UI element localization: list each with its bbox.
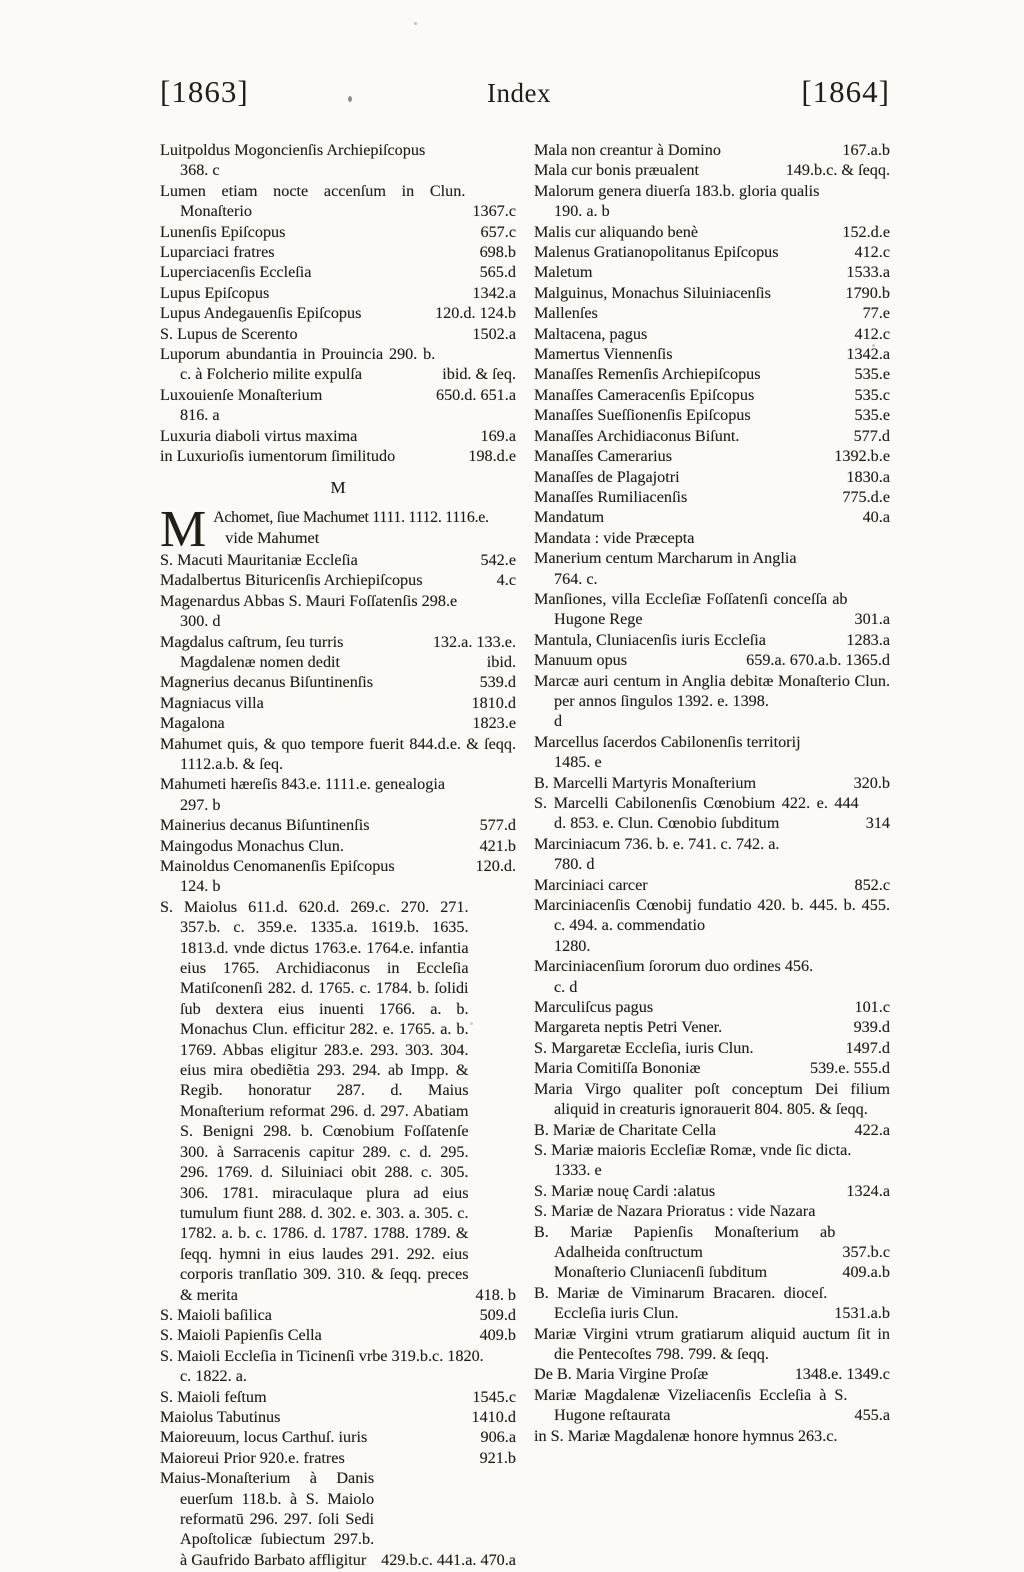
entry-ref: 906.a <box>480 1428 516 1447</box>
index-entry <box>160 652 516 672</box>
entry-text: Maria Comitiſſa Bononiæ <box>534 1059 701 1078</box>
index-entry <box>534 426 890 446</box>
index-entry <box>534 181 890 201</box>
entry-text: Luparciaci fratres <box>160 243 275 262</box>
entry-ref: 320.b <box>853 773 890 792</box>
entry-ref: 455.a <box>854 1406 890 1425</box>
index-entry <box>534 467 890 487</box>
entry-continuation: 1333. e <box>554 1161 602 1180</box>
entry-ref: 422.a <box>854 1120 890 1139</box>
index-entry <box>160 1468 516 1570</box>
entry-text: Marcellus ſacerdos Cabilonenſis territorij <box>534 732 801 751</box>
entry-text: Marcæ auri centum in Anglia debitæ Monaſterio Clun. per annos ſingulos 1392. e. 1398. <box>534 671 890 710</box>
entry-ref: 1410.d <box>471 1407 516 1426</box>
entry-text: Maius-Monaſterium à Danis euerſum 118.b. à S. Maiolo reformatū 296. 297. ſoli Sedi Apoſtolicæ ſubiectum 297.b. à Gaufrido Barbato affligitur <box>160 1469 375 1569</box>
entry-ref: 650.d. 651.a <box>435 385 516 404</box>
entry-continuation: 297. b <box>180 795 221 814</box>
entry-text: Lupus Andegauenſis Epiſcopus <box>160 304 362 323</box>
entry-text: S. Maioli Eccleſia in Ticinenſi vrbe 319.b.c. 1820. <box>160 1346 484 1365</box>
entry-text: Luperciacenſis Eccleſia <box>160 263 312 282</box>
entry-ref: ibid. <box>486 652 516 671</box>
index-entry <box>534 487 890 507</box>
page-title: Index <box>487 78 551 108</box>
entry-ref: 698.b <box>479 243 516 262</box>
index-entry <box>534 242 890 262</box>
entry-text: Magalona <box>160 714 225 733</box>
entry-text: S. Lupus de Scerento <box>160 324 298 343</box>
entry-ref: 1823.e <box>472 714 516 733</box>
entry-ref: 1531.a.b <box>834 1304 890 1323</box>
entry-text: Magdalenæ nomen dedit <box>180 652 341 671</box>
entry-ref: 132.a. 133.e. <box>432 632 516 651</box>
entry-ref: 535.c <box>854 385 890 404</box>
index-entry <box>534 1262 890 1282</box>
entry-text: De B. Maria Virgine Proſæ <box>534 1365 709 1384</box>
entry-ref: 939.d <box>853 1018 890 1037</box>
index-entry <box>534 324 890 344</box>
entry-text: S. Maioli feſtum <box>160 1387 267 1406</box>
index-entry <box>534 1038 890 1058</box>
entry-text: in S. Mariæ Magdalenæ honore hymnus 263.c. <box>534 1426 838 1445</box>
entry-text: Magniacus villa <box>160 693 264 712</box>
entry-text: Maltacena, pagus <box>534 324 648 343</box>
entry-ref: 409.a.b <box>842 1263 890 1282</box>
entry-text: Lupus Epiſcopus <box>160 283 270 302</box>
entry-text: Manaſſes Archidiaconus Biſunt. <box>534 426 740 445</box>
entry-ref: 1790.b <box>845 283 890 302</box>
entry-text: Mantula, Cluniacenſis iuris Eccleſia <box>534 630 766 649</box>
index-entry <box>534 262 890 282</box>
index-entry <box>534 1283 890 1324</box>
entry-ref: 1810.d <box>471 693 516 712</box>
index-entry <box>534 1222 890 1263</box>
page-header <box>160 74 890 110</box>
left-folio: [1863] <box>160 74 249 109</box>
index-entry <box>534 834 890 854</box>
index-entry <box>534 875 890 895</box>
index-entry <box>160 385 516 405</box>
entry-text: Manaſſes de Plagajotri <box>534 467 680 486</box>
entry-text: Mariæ Virgini vtrum gratiarum aliquid auctum ſit in die Pentecoſtes 798. 799. & ſeqq. <box>534 1324 890 1363</box>
index-entry <box>160 591 516 611</box>
left-column-m-entries <box>160 550 516 1570</box>
index-entry <box>160 713 516 733</box>
entry-text: Manaſſes Remenſis Archiepiſcopus <box>534 365 761 384</box>
index-entry <box>160 836 516 856</box>
entry-text: Manerium centum Marcharum in Anglia <box>534 549 797 568</box>
entry-ref: 659.a. 670.a.b. 1365.d <box>746 651 890 670</box>
index-entry <box>160 446 516 466</box>
index-entry <box>160 1407 516 1427</box>
entry-ref: 577.d <box>853 426 890 445</box>
entry-text: Maingodus Monachus Clun. <box>160 836 344 855</box>
entry-text: B. Mariæ de Charitate Cella <box>534 1120 717 1139</box>
entry-text: S. Marcelli Cabilonenſis Cœnobium 422. e. 444 d. 853. e. Clun. Cœnobio ſubditum <box>534 794 859 833</box>
entry-ref: 301.a <box>854 610 890 629</box>
entry-ref: 120.d. <box>475 857 516 875</box>
index-entry <box>534 160 890 180</box>
index-entry <box>160 1346 516 1366</box>
entry-continuation: 190. a. b <box>554 202 610 221</box>
entry-text: Mala cur bonis præualent <box>534 161 699 180</box>
index-entry <box>160 550 516 570</box>
entry-text: Manſiones, villa Eccleſiæ Foſſatenſi conceſſa ab Hugone Rege <box>534 589 848 629</box>
index-entry <box>534 303 890 323</box>
entry-ref: 421.b <box>479 836 516 855</box>
ink-speck <box>872 344 875 347</box>
index-entry <box>160 774 516 794</box>
index-entry <box>534 773 890 793</box>
entry-ref: 1324.a <box>846 1181 890 1200</box>
entry-continuation: c. d <box>554 977 578 996</box>
index-entry <box>534 1058 890 1078</box>
index-entry <box>160 344 516 385</box>
index-entry <box>534 589 890 630</box>
index-entry <box>534 364 890 384</box>
entry-text: Maioreuum, locus Carthuſ. iuris <box>160 1428 368 1447</box>
index-entry <box>160 262 516 282</box>
entry-text: Marciniacenſium ſororum duo ordines 456. <box>534 957 814 976</box>
entry-ref: 40.a <box>862 508 890 527</box>
entry-text: Maiolus Tabutinus <box>160 1407 281 1426</box>
ink-speck <box>470 1022 473 1025</box>
section-heading-m: M <box>330 477 346 497</box>
index-entry <box>534 1079 890 1120</box>
entry-text: Malguinus, Monachus Siluiniacenſis <box>534 283 771 302</box>
index-entry <box>534 446 890 466</box>
right-folio: [1864] <box>801 74 890 109</box>
entry-text: B. Mariæ de Viminarum Bracaren. dioceſ. Eccleſia iuris Clun. <box>534 1283 828 1323</box>
index-entry <box>534 671 890 712</box>
entry-ref: 539.d <box>479 673 516 692</box>
index-entry <box>160 181 516 222</box>
index-entry <box>160 856 516 876</box>
index-entry <box>160 283 516 303</box>
entry-text: Marciniacenſis Cœnobij fundatio 420. b. 445. b. 455. c. 494. a. commendatio <box>534 896 890 935</box>
entry-text: Maioreui Prior 920.e. fratres <box>160 1448 345 1467</box>
entry-text: Mamertus Viennenſis <box>534 345 673 364</box>
index-entry <box>160 897 516 1305</box>
entry-ref: 535.e <box>854 365 890 384</box>
index-entry <box>534 1201 890 1221</box>
entry-text: S. Mariæ de Nazara Prioratus : vide Nazara <box>534 1202 816 1221</box>
entry-ref: 409.b <box>479 1326 516 1345</box>
entry-continuation: 764. c. <box>554 569 598 588</box>
entry-text: Mandatum <box>534 508 605 527</box>
index-entry <box>534 1181 890 1201</box>
ink-speck <box>348 96 352 102</box>
index-entry <box>534 405 890 425</box>
entry-text: Marculiſcus pagus <box>534 998 654 1017</box>
entry-ref: 852.c <box>854 875 890 894</box>
index-entry <box>534 956 890 976</box>
entry-ref: 101.c <box>854 998 890 1017</box>
entry-text: Monaſterio Cluniacenſi ſubditum <box>554 1263 768 1282</box>
index-entry <box>160 570 516 590</box>
entry-text: S. Macuti Mauritaniæ Eccleſia <box>160 550 358 569</box>
index-entry <box>160 324 516 344</box>
index-entry <box>160 1448 516 1468</box>
right-column <box>534 140 890 1570</box>
entry-text: Marciniaci carcer <box>534 875 648 894</box>
entry-text: Malis cur aliquando benè <box>534 222 699 241</box>
text-columns <box>160 140 890 1570</box>
dropcap-text <box>213 507 516 549</box>
index-entry <box>160 1427 516 1447</box>
index-entry <box>534 1017 890 1037</box>
entry-ref: 314 <box>865 814 890 833</box>
index-entry <box>534 630 890 650</box>
entry-ref: 412.c <box>854 243 890 262</box>
entry-ref: 1502.a <box>472 324 516 343</box>
index-entry <box>160 734 516 775</box>
entry-ref: 429.b.c. 441.a. 470.a <box>381 1550 516 1569</box>
entry-ref: 542.e <box>480 550 516 569</box>
entry-text: Malorum genera diuerſa 183.b. gloria qualis <box>534 181 820 200</box>
entry-text: Mandata : vide Præcepta <box>534 528 695 547</box>
index-entry <box>160 1325 516 1345</box>
index-entry <box>534 548 890 568</box>
entry-text: Maria Virgo qualiter poſt conceptum Dei filium aliquid in creaturis ignorauerit 804. 805. & ſeqq. <box>534 1079 890 1119</box>
entry-ref: 1342.a <box>846 345 890 364</box>
entry-continuation: 1280. <box>554 936 591 955</box>
entry-text: Madalbertus Bituricenſis Archiepiſcopus <box>160 571 423 590</box>
entry-ref: 1497.d <box>845 1038 890 1057</box>
entry-text: S. Maioli baſilica <box>160 1305 272 1324</box>
entry-ref: 509.d <box>479 1305 516 1324</box>
index-entry <box>534 650 890 670</box>
entry-text: Manaſſes Camerarius <box>534 447 672 466</box>
entry-text: Manuum opus <box>534 651 628 670</box>
entry-ref: 152.d.e <box>842 222 890 241</box>
entry-ref: 1830.a <box>846 467 890 486</box>
entry-text: Manaſſes Rumiliacenſis <box>534 487 688 506</box>
index-entry <box>534 1385 890 1426</box>
left-column-l-entries <box>160 140 516 467</box>
entry-text: Manaſſes Cameracenſis Epiſcopus <box>534 385 755 404</box>
index-entry <box>534 507 890 527</box>
dropcap-entry <box>160 500 516 558</box>
entry-text: S. Mariæ maioris Eccleſiæ Romæ, vnde ſic dicta. <box>534 1140 852 1159</box>
entry-ref: 535.e <box>854 406 890 425</box>
index-entry <box>534 997 890 1017</box>
index-entry <box>534 1324 890 1365</box>
index-entry <box>160 1387 516 1407</box>
entry-text: Mala non creantur à Domino <box>534 141 721 159</box>
entry-continuation: 1485. e <box>554 753 602 772</box>
entry-ref: 412.c <box>854 324 890 343</box>
entry-text: S. Maiolus 611.d. 620.d. 269.c. 270. 271. 357.b. c. 359.e. 1335.a. 1619.b. 1635. 1813.d. vnde dictus 1763.e. 1764.e. infantia eius 1765. Archidiaconus in Eccleſia Matiſconenſi 282. d. 1765. c. 1784. b. ſolidi ſub dextera eius inuenti 1766. a. b. Monachus Clun. efficitur 282. e. 1765. a. b. 1769. Abbas eligitur 283.e. 293. 303. 304. eius mira obediẽtia 293. 294. ab Impp. & Regib. honoratur 287. d. Maius Monaſterium reformat 296. d. 297. Abatiam S. Benigni 298. b. Cœnobium Foſſatenſe 300. à Sarracenis capitur 289. c. d. 295. 296. 1769. d. Siluiniaci obit 288. c. 305. 306. 1781. miraculaque plura ad eius tumulum fiunt 288. d. 302. e. 303. a. 305. c. 1782. a. b. c. 1786. d. 1787. 1788. 1789. & ſeqq. hymni in eius laudes 291. 292. eius corporis tranſlatio 309. 310. & ſeqq. preces & merita <box>160 897 469 1304</box>
entry-text: Mainoldus Cenomanenſis Epiſcopus <box>160 857 395 875</box>
index-entry <box>534 140 890 160</box>
entry-text: Margareta neptis Petri Vener. <box>534 1018 723 1037</box>
index-entry <box>534 283 890 303</box>
index-entry <box>160 222 516 242</box>
entry-ref: 77.e <box>862 304 890 323</box>
index-entry <box>534 1364 890 1384</box>
entry-continuation: 780. d <box>554 855 595 874</box>
index-entry <box>160 632 516 652</box>
index-entry <box>160 672 516 692</box>
ink-speck <box>414 22 417 25</box>
dropcap-first-line: Achomet, ſiue Machumet 1111. 1112. 1116.e. <box>213 508 489 526</box>
entry-ref: 198.d.e <box>468 447 516 466</box>
entry-text: in Luxurioſis iumentorum ſimilitudo <box>160 447 396 466</box>
entry-ref: 418. b <box>475 1285 516 1304</box>
entry-ref: 1545.c <box>472 1387 516 1406</box>
index-entry <box>534 895 890 936</box>
entry-ref: 1367.c <box>472 202 516 221</box>
index-entry <box>534 344 890 364</box>
entry-text: Mallenſes <box>534 304 598 323</box>
entry-continuation: c. 1822. a. <box>180 1367 247 1386</box>
entry-ref: 539.e. 555.d <box>809 1059 890 1078</box>
entry-text: Marciniacum 736. b. e. 741. c. 742. a. <box>534 834 780 853</box>
entry-ref: 149.b.c. & ſeqq. <box>785 161 890 180</box>
index-entry <box>160 303 516 323</box>
index-entry <box>534 222 890 242</box>
right-column-entries <box>534 140 890 1446</box>
entry-text: Lunenſis Epiſcopus <box>160 222 286 241</box>
entry-ref: 1283.a <box>846 630 890 649</box>
entry-text: S. Margaretæ Eccleſia, iuris Clun. <box>534 1038 754 1057</box>
entry-ref: 167.a.b <box>842 141 890 159</box>
entry-text: Lumen etiam nocte accenſum in Clun. Monaſterio <box>160 181 466 221</box>
entry-ref: 169.a <box>480 426 516 445</box>
index-entry <box>160 815 516 835</box>
entry-ref: ibid. & ſeq. <box>442 365 516 384</box>
entry-ref: 120.d. 124.b <box>435 304 516 323</box>
entry-ref: 1533.a <box>846 263 890 282</box>
left-column <box>160 140 516 1570</box>
entry-text: Mainerius decanus Biſuntinenſis <box>160 816 370 835</box>
entry-text: Magdalus caſtrum, ſeu turris <box>160 632 344 651</box>
entry-text: Magenardus Abbas S. Mauri Foſſatenſis 298.e <box>160 591 458 610</box>
entry-ref: 657.c <box>480 222 516 241</box>
entry-text: Magnerius decanus Biſuntinenſis <box>160 673 374 692</box>
dropcap-letter: M <box>160 500 207 558</box>
entry-ref: 577.d <box>479 816 516 835</box>
dropcap-second-line: vide Mahumet <box>225 529 320 548</box>
index-entry <box>534 385 890 405</box>
entry-ref: 357.b.c <box>842 1242 890 1261</box>
entry-text: Mahumet quis, & quo tempore fuerit 844.d.e. & ſeqq. 1112.a.b. & ſeq. <box>160 734 516 773</box>
entry-text: Luxuria diaboli virtus maxima <box>160 426 358 445</box>
entry-text: Mahumeti hæreſis 843.e. 1111.e. genealogia <box>160 775 446 794</box>
index-entry <box>160 140 516 160</box>
index-entry <box>534 1426 890 1446</box>
entry-ref: 1392.b.e <box>834 447 890 466</box>
entry-continuation: d <box>554 712 563 731</box>
entry-text: Luxouienſe Monaſterium <box>160 385 323 404</box>
entry-text: Luporum abundantia in Prouincia 290. b. c. à Folcherio milite expulſa <box>160 345 436 384</box>
entry-text: B. Marcelli Martyris Monaſterium <box>534 773 757 792</box>
entry-ref: 775.d.e <box>842 487 890 506</box>
index-entry <box>534 732 890 752</box>
entry-text: Maletum <box>534 263 593 282</box>
entry-continuation: 368. c <box>180 161 220 180</box>
entry-text: Luitpoldus Mogoncienſis Archiepiſcopus <box>160 141 426 159</box>
entry-continuation: 816. a <box>180 406 220 425</box>
index-entry <box>160 242 516 262</box>
entry-text: B. Mariæ Papienſis Monaſterium ab Adalheida conſtructum <box>534 1222 836 1261</box>
entry-text: S. Maioli Papienſis Cella <box>160 1326 322 1345</box>
entry-ref: 1342.a <box>472 283 516 302</box>
index-entry <box>160 426 516 446</box>
entry-ref: 1348.e. 1349.c <box>794 1365 890 1384</box>
index-entry <box>534 1120 890 1140</box>
index-entry <box>534 528 890 548</box>
entry-text: S. Mariæ nouę Cardi :alatus <box>534 1181 716 1200</box>
index-entry <box>534 793 890 834</box>
entry-ref: 921.b <box>479 1448 516 1467</box>
entry-text: Manaſſes Sueſſionenſis Epiſcopus <box>534 406 751 425</box>
entry-continuation: 300. d <box>180 612 221 631</box>
index-entry <box>160 693 516 713</box>
entry-ref: 565.d <box>479 263 516 282</box>
entry-text: Malenus Gratianopolitanus Epiſcopus <box>534 243 779 262</box>
entry-ref: 4.c <box>496 571 516 590</box>
index-entry <box>160 1305 516 1325</box>
index-entry <box>534 1140 890 1160</box>
entry-text: Mariæ Magdalenæ Vizeliacenſis Eccleſia à S. Hugone reſtaurata <box>534 1385 848 1425</box>
entry-continuation: 124. b <box>180 877 221 896</box>
